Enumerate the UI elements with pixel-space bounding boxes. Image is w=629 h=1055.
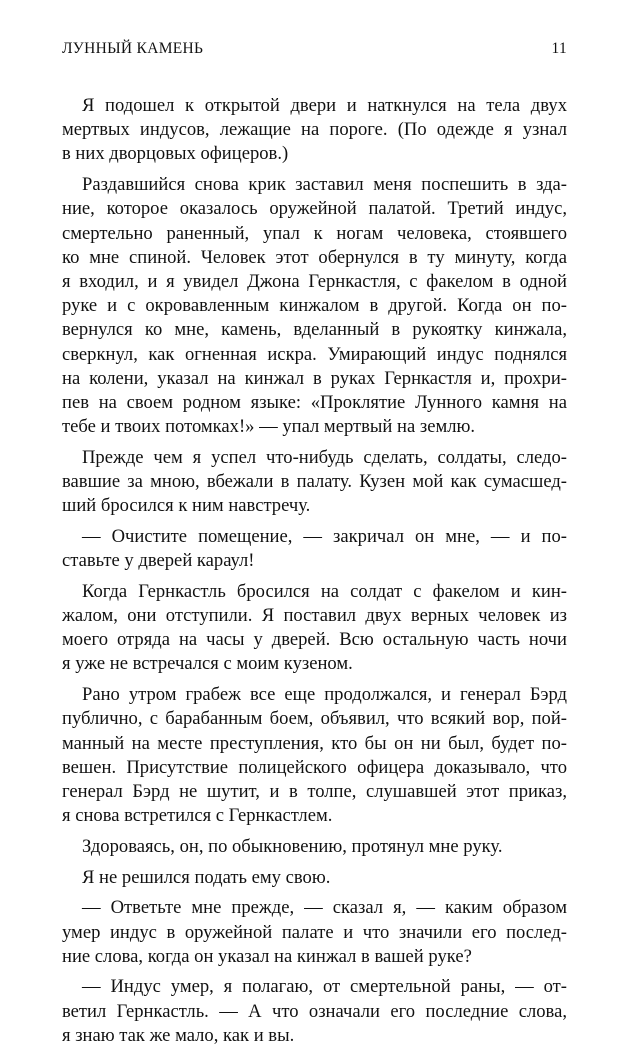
text-line: — Очистите помещение, — закричал он мне, — и по- bbox=[82, 525, 567, 547]
paragraph bbox=[62, 446, 567, 519]
text-line: смертельно раненный, упал к ногам человека, стоявшего bbox=[62, 222, 567, 244]
text-line: манный на месте преступления, кто бы он ни был, будет по- bbox=[62, 732, 567, 754]
text-line: генерал Бэрд не шутит, и в толпе, слушавшей этот приказ, bbox=[62, 780, 567, 802]
text-line: сверкнул, как огненная искра. Умирающий индус поднялся bbox=[62, 343, 567, 365]
text-line: на колени, указал на кинжал в руках Гернкастля и, прохри- bbox=[62, 367, 567, 389]
text-line: вернулся ко мне, камень, вделанный в рукоятку кинжала, bbox=[62, 319, 567, 341]
text-line: — Ответьте мне прежде, — сказал я, — каким образом bbox=[82, 897, 567, 919]
text-line: я уже не встречался с моим кузеном. bbox=[62, 653, 353, 675]
running-title: ЛУННЫЙ КАМЕНЬ bbox=[62, 40, 204, 57]
body-text bbox=[62, 94, 567, 1055]
text-line: Я подошел к открытой двери и наткнулся на тела двух bbox=[82, 95, 567, 116]
paragraph bbox=[62, 683, 567, 828]
paragraph bbox=[62, 975, 567, 1048]
text-line: Здороваясь, он, по обыкновению, протянул мне руку. bbox=[82, 835, 503, 857]
text-line: я входил, и я увидел Джона Гернкастля, с факелом в одной bbox=[62, 270, 567, 292]
text-line: Когда Гернкастль бросился на солдат с факелом и кин- bbox=[82, 580, 567, 602]
text-line: Прежде чем я успел что-нибудь сделать, солдаты, следо- bbox=[82, 446, 567, 468]
text-line: вешен. Присутствие полицейского офицера доказывало, что bbox=[62, 756, 567, 778]
text-line: ставьте у дверей караул! bbox=[62, 550, 255, 572]
paragraph bbox=[62, 94, 567, 167]
text-line: вавшие за мною, вбежали в палату. Кузен мой как сумасшед- bbox=[62, 471, 567, 493]
text-line: в них дворцовых офицеров.) bbox=[62, 143, 289, 165]
paragraph bbox=[62, 580, 567, 677]
text-line: я знаю так же мало, как и вы. bbox=[62, 1024, 295, 1046]
text-line: ние слова, когда он указал на кинжал в вашей руке? bbox=[62, 945, 472, 967]
text-line: моего отряда на часы у дверей. Всю остальную часть ночи bbox=[62, 629, 567, 651]
text-line: ние, которое оказалось оружейной палатой. Третий индус, bbox=[62, 198, 567, 220]
text-line: я снова встретился с Гернкастлем. bbox=[62, 805, 333, 827]
text-line: руке и с окровавленным кинжалом в другой. Когда он по- bbox=[62, 295, 567, 317]
text-line: ветил Гернкастль. — А что означали его последние слова, bbox=[62, 1000, 567, 1022]
text-line: Рано утром грабеж все еще продолжался, и генерал Бэрд bbox=[82, 684, 567, 706]
text-line: мертвых индусов, лежащие на пороге. (По одежде я узнал bbox=[62, 119, 567, 141]
text-line: — Индус умер, я полагаю, от смертельной раны, — от- bbox=[82, 976, 567, 998]
text-line: ший бросился к ним навстречу. bbox=[62, 495, 311, 517]
text-line: умер индус в оружейной палате и что значили его послед- bbox=[62, 921, 567, 943]
text-line: тебе и твоих потомках!» — упал мертвый на землю. bbox=[62, 416, 476, 438]
text-line: ко мне спиной. Человек этот обернулся в ту минуту, когда bbox=[62, 246, 567, 268]
paragraph bbox=[62, 173, 567, 439]
running-header bbox=[62, 40, 567, 58]
paragraph bbox=[62, 835, 567, 859]
paragraph bbox=[62, 896, 567, 969]
paragraph bbox=[62, 866, 567, 890]
text-line: жалом, они отступили. Я поставил двух верных человек из bbox=[62, 605, 567, 627]
text-line: публично, с барабанным боем, объявил, что всякий вор, пой- bbox=[62, 708, 567, 730]
page-number: 11 bbox=[551, 40, 567, 57]
paragraph bbox=[62, 525, 567, 573]
text-line: пев на своем родном языке: «Проклятие Лунного камня на bbox=[62, 391, 567, 413]
text-line: Раздавшийся снова крик заставил меня поспешить в зда- bbox=[82, 174, 567, 196]
text-line: Я не решился подать ему свою. bbox=[82, 866, 331, 888]
